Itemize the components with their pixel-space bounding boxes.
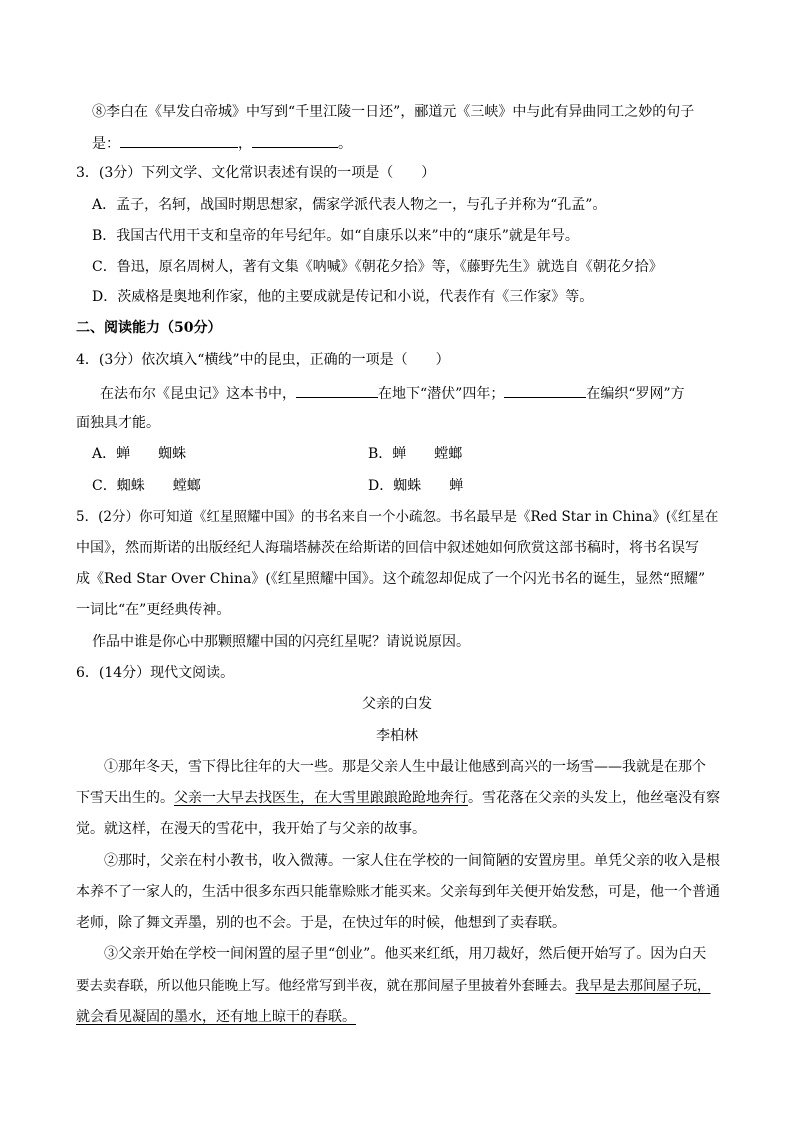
q3-option-a: A．孟子，名轲，战国时期思想家，儒家学派代表人物之一，与孔子并称为“孔孟”。 (92, 197, 607, 213)
q2-item8-prefix: 是： (92, 136, 120, 152)
q4-blank-2[interactable] (504, 382, 586, 398)
p3-line1: ③父亲开始在学校一间闲置的屋子里“创业”。他买来红纸，用刀裁好，然后便开始写了。因为白天 (104, 946, 707, 962)
answer-blank-2[interactable] (252, 132, 338, 148)
q5-line3: 成《Red Star Over China》(《红星照耀中国》。这个疏忽却促成了一个闪光书名的诞生，显然“照耀” (76, 571, 706, 587)
p3-line2 (76, 976, 711, 996)
q4-body-part3: 在编织“罗网”方 (586, 386, 685, 402)
q4-option-d: D．蜘蛛 蝉 (368, 478, 464, 494)
underlined-sentence-1: 父亲一大早去找医生，在大雪里踉踉跄跄地奔行 (174, 790, 468, 806)
p1-line2-end: 。雪花落在父亲的头发上，他丝毫没有察 (468, 790, 720, 806)
q6-stem: 6．(14分）现代文阅读。 (76, 665, 235, 681)
q3-option-d: D．茨威格是奥地利作家，他的主要成就是传记和小说，代表作有《三作家》等。 (92, 289, 594, 305)
q5-line2: 中国》，然而斯诺的出版经纪人海瑞塔赫茨在给斯诺的回信中叙述她如何欣赏这部书稿时，将书名误写 (76, 540, 699, 556)
q4-option-b: B．蝉 螳螂 (368, 446, 463, 462)
article-author: 李柏林 (376, 728, 418, 744)
q2-item8-text: ⑧李白在《早发白帝城》中写到“千里江陵一日还”，郦道元《三峡》中与此有异曲同工之妙的句子 (92, 104, 695, 120)
q4-stem: 4．(3分）依次填入“横线”中的昆虫，正确的一项是（ ） (76, 352, 450, 368)
q5-line4: 一词比“在”更经典传神。 (76, 602, 231, 618)
article-title: 父亲的白发 (362, 696, 432, 712)
p1-line1: ①那年冬天，雪下得比往年的大一些。那是父亲人生中最让他感到高兴的一场雪——我就是在那个 (104, 759, 706, 775)
q4-body-part1: 在法布尔《昆虫记》这本书中， (100, 386, 296, 402)
q2-item8-separator: ， (238, 136, 252, 152)
q4-blank-1[interactable] (296, 382, 378, 398)
p1-line2-start: 下雪天出生的。 (76, 790, 174, 806)
p3-line2-start: 要去卖春联，所以他只能晚上写。他经常写到半夜，就在那间屋子里披着外套睡去。 (76, 978, 576, 994)
q5-question: 作品中谁是你心中那颗照耀中国的闪亮红星呢？请说说原因。 (92, 634, 470, 650)
q5-line1: 5．(2分）你可知道《红星照耀中国》的书名来自一个小疏忽。书名最早是《Red Star in China》(《红星在 (76, 509, 719, 525)
p2-line2: 本养不了一家人的，生活中很多东西只能靠赊账才能买来。父亲每到年关便开始发愁，可是，他一个普通 (76, 884, 720, 900)
p3-line3 (76, 1007, 356, 1027)
p2-line1: ②那时，父亲在村小教书，收入微薄。一家人住在学校的一间简陋的安置房里。单凭父亲的收入是根 (104, 853, 720, 869)
q3-option-b: B．我国古代用干支和皇帝的年号纪年。如“自康乐以来”中的“康乐”就是年号。 (92, 228, 579, 244)
p1-line3: 觉。就这样，在漫天的雪花中，我开始了与父亲的故事。 (76, 821, 426, 837)
q3-stem: 3．(3分）下列文学、文化常识表述有误的一项是（ ） (76, 165, 436, 181)
underlined-sentence-2b: 就会看见凝固的墨水，还有地上晾干的春联。 (76, 1009, 356, 1025)
underlined-sentence-2a: 我早是去那间屋子玩， (575, 978, 711, 994)
q2-item8-line2 (92, 132, 352, 154)
p1-line2 (76, 788, 720, 808)
q4-body-part2: 在地下“潜伏”四年； (378, 386, 505, 402)
answer-blank-1[interactable] (120, 132, 238, 148)
q3-option-c: C．鲁迅，原名周树人，著有文集《呐喊》《朝花夕拾》等，《藤野先生》就选自《朝花夕拾》 (92, 259, 663, 275)
q4-body-line2: 面独具才能。 (76, 415, 160, 431)
q4-option-c: C．蜘蛛 螳螂 (92, 478, 201, 494)
section-2-title: 二、阅读能力（50分） (76, 320, 222, 336)
q4-body-line1 (100, 382, 685, 404)
q4-option-a: A．蝉 蜘蛛 (92, 446, 187, 462)
q2-item8-end: 。 (338, 136, 352, 152)
q2-item8-line1 (92, 102, 694, 122)
p2-line3: 老师，除了舞文弄墨，别的也不会。于是，在快过年的时候，他想到了卖春联。 (76, 915, 566, 931)
